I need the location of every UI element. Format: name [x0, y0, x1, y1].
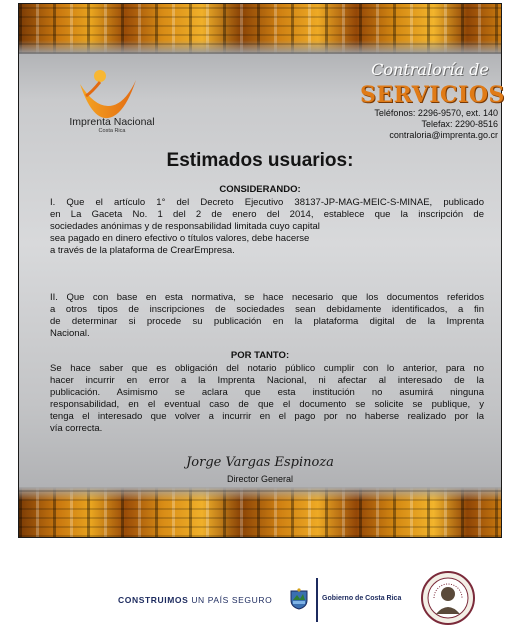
text-line: en La Gaceta No. 1 del 2 de enero del 2014, establece que la inscripción de: [50, 209, 484, 221]
text-line: hacer incurrir en error a la Imprenta Nacional, ni afectar al interesado de la: [50, 375, 484, 387]
text-line: tenga el interesado que volver a incurrir en el pago por no haberse realizado por la: [50, 411, 484, 423]
coat-of-arms-icon: [289, 588, 309, 610]
signature-role: Director General: [226, 474, 294, 484]
footer-divider: [316, 578, 318, 622]
text-line: responsabilidad, en el eventual caso de que el documento se solicite se publique, y: [50, 399, 484, 411]
decorative-bottom-band: [19, 487, 501, 537]
gobierno-label: Gobierno de Costa Rica: [322, 595, 402, 602]
text-line: sea pagado en dinero efectivo o títulos valores, debe hacerse: [50, 233, 310, 245]
text-line: de determinar si procede su publicación en la plataforma digital de la Imprenta: [50, 316, 484, 328]
slogan-bold: CONSTRUIMOS: [118, 595, 189, 605]
considerando-paragraph-2: [50, 292, 484, 340]
contact-phone: Teléfonos: 2296-9570, ext. 140: [374, 108, 498, 118]
decorative-top-band: [19, 4, 501, 54]
contact-fax: Telefax: 2290-8516: [421, 119, 498, 129]
text-line: I. Que el artículo 1° del Decreto Ejecutivo 38137-JP-MAG-MEIC-S-MINAE, publicado: [50, 197, 484, 208]
considerando-heading: CONSIDERANDO:: [219, 184, 301, 195]
text-line: Nacional.: [50, 328, 90, 340]
logo-name: Imprenta Nacional: [69, 116, 155, 128]
text-line: II. Que con base en esta normativa, se hace necesario que los documentos referidos: [50, 292, 484, 303]
servicios-title: SERVICIOS: [360, 82, 505, 108]
contact-email: contraloria@imprenta.go.cr: [389, 130, 498, 140]
bicentennial-seal-icon: [420, 570, 476, 626]
text-line: Se hace saber que es obligación del notario público cumplir con lo anterior, para no: [50, 363, 484, 374]
page-title: Estimados usuarios:: [166, 150, 354, 171]
contraloria-script-title: Contraloría de: [371, 60, 489, 79]
slogan-rest: UN PAÍS SEGURO: [188, 595, 273, 605]
text-line: a otros tipos de inscripciones de sociedades sean debidamente identificados, a fin: [50, 304, 484, 316]
text-line: a través de la plataforma de CrearEmpresa.: [50, 245, 235, 257]
text-line: publicación. Asimismo se aclara que esta institución no asumirá ninguna: [50, 387, 484, 399]
por-tanto-paragraph: [50, 363, 484, 436]
text-line: vía correcta.: [50, 423, 103, 435]
logo-subtitle: Costa Rica: [98, 128, 126, 134]
signature-name: Jorge Vargas Espinoza: [186, 455, 334, 470]
footer-slogan: [118, 595, 272, 605]
text-line: sociedades anónimas y de responsabilidad limitada cuyo capital: [50, 221, 320, 233]
por-tanto-heading: POR TANTO:: [230, 350, 290, 361]
considerando-paragraph-1: [50, 197, 484, 257]
